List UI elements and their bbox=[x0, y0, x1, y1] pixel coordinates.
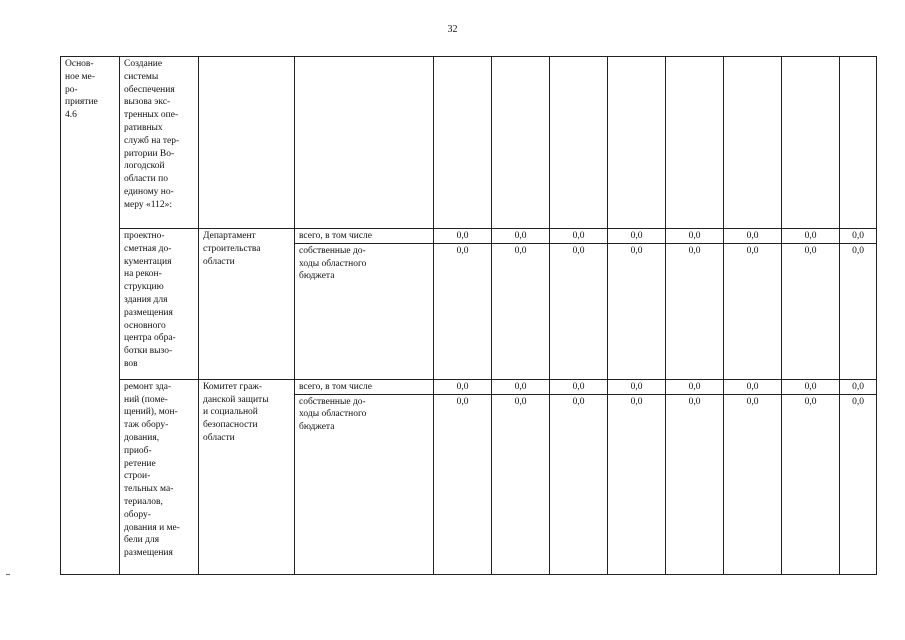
empty-cell bbox=[782, 57, 840, 229]
empty-cell bbox=[199, 57, 295, 229]
value-cell: 0,0 bbox=[724, 243, 782, 379]
value-cell: 0,0 bbox=[550, 379, 608, 394]
funding-source-cell: собственные до- ходы областного бюджета bbox=[295, 243, 434, 379]
value-cell: 0,0 bbox=[492, 229, 550, 244]
value-cell: 0,0 bbox=[550, 243, 608, 379]
value-cell: 0,0 bbox=[840, 379, 877, 394]
value-cell: 0,0 bbox=[608, 243, 666, 379]
empty-cell bbox=[840, 57, 877, 229]
value-cell: 0,0 bbox=[550, 394, 608, 574]
value-cell: 0,0 bbox=[782, 229, 840, 244]
table-row bbox=[61, 229, 877, 244]
value-cell: 0,0 bbox=[782, 379, 840, 394]
value-cell: 0,0 bbox=[434, 394, 492, 574]
empty-cell bbox=[295, 57, 434, 229]
margin-mark bbox=[6, 574, 10, 575]
funding-source-cell: всего, в том числе bbox=[295, 229, 434, 244]
value-cell: 0,0 bbox=[608, 379, 666, 394]
value-cell: 0,0 bbox=[666, 394, 724, 574]
value-cell: 0,0 bbox=[492, 394, 550, 574]
value-cell: 0,0 bbox=[434, 229, 492, 244]
value-cell: 0,0 bbox=[724, 379, 782, 394]
value-cell: 0,0 bbox=[840, 394, 877, 574]
page-number: 32 bbox=[447, 24, 458, 35]
empty-cell bbox=[434, 57, 492, 229]
value-cell: 0,0 bbox=[666, 379, 724, 394]
value-cell: 0,0 bbox=[724, 394, 782, 574]
value-cell: 0,0 bbox=[434, 243, 492, 379]
empty-cell bbox=[666, 57, 724, 229]
value-cell: 0,0 bbox=[840, 243, 877, 379]
empty-cell bbox=[608, 57, 666, 229]
executor-cell: Департамент строительства области bbox=[199, 229, 295, 380]
value-cell: 0,0 bbox=[782, 394, 840, 574]
table-row bbox=[61, 379, 877, 394]
activity-cell: Основ- ное ме- ро- приятие 4.6 bbox=[61, 57, 120, 575]
table-row bbox=[61, 57, 877, 229]
value-cell: 0,0 bbox=[840, 229, 877, 244]
subitem-cell: ремонт зда- ний (поме- щений), мон- таж обору- дования, приоб- ретение строи- тельных ма- териалов, обору- дования и ме- бели для размещения bbox=[120, 379, 199, 574]
value-cell: 0,0 bbox=[608, 394, 666, 574]
value-cell: 0,0 bbox=[550, 229, 608, 244]
value-cell: 0,0 bbox=[608, 229, 666, 244]
value-cell: 0,0 bbox=[724, 229, 782, 244]
value-cell: 0,0 bbox=[782, 243, 840, 379]
value-cell: 0,0 bbox=[434, 379, 492, 394]
executor-cell: Комитет граж- данской защиты и социальной безопасности области bbox=[199, 379, 295, 574]
funding-table bbox=[60, 56, 877, 575]
subitem-cell: проектно- сметная до- кументация на рекон- струкцию здания для размещения основного центра обра- ботки вызо- вов bbox=[120, 229, 199, 380]
empty-cell bbox=[492, 57, 550, 229]
funding-source-cell: всего, в том числе bbox=[295, 379, 434, 394]
value-cell: 0,0 bbox=[666, 229, 724, 244]
value-cell: 0,0 bbox=[492, 243, 550, 379]
description-cell: Создание системы обеспечения вызова экс- тренных опе- ративных служб на тер- ритории Во- логодской области по единому но- меру «112»: bbox=[120, 57, 199, 229]
empty-cell bbox=[724, 57, 782, 229]
value-cell: 0,0 bbox=[666, 243, 724, 379]
empty-cell bbox=[550, 57, 608, 229]
value-cell: 0,0 bbox=[492, 379, 550, 394]
funding-source-cell: собственные до- ходы областного бюджета bbox=[295, 394, 434, 574]
